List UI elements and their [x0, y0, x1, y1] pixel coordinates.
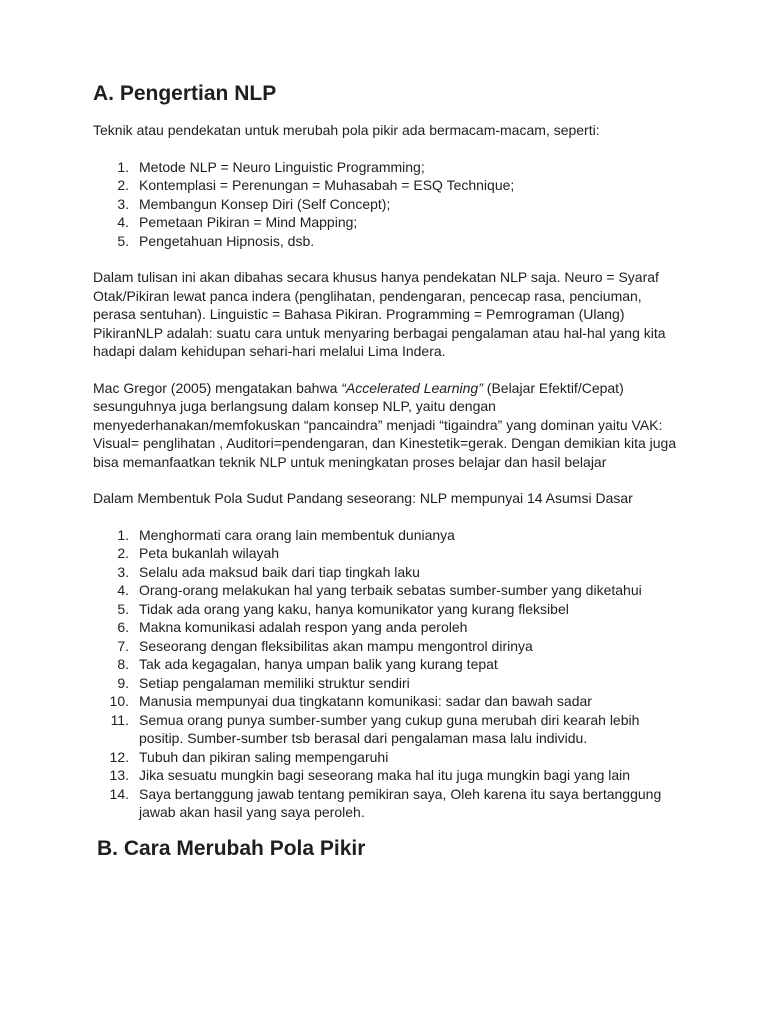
list-number: 6. — [117, 619, 129, 635]
list-number: 13. — [109, 767, 129, 783]
list-item — [93, 544, 683, 563]
mac-gregor-paragraph — [93, 379, 683, 472]
list-number: 1. — [117, 158, 129, 175]
list-item — [93, 618, 683, 637]
list-text: Makna komunikasi adalah respon yang anda peroleh — [139, 619, 468, 635]
intro-paragraph: Teknik atau pendekatan untuk merubah pola pikir ada bermacam-macam, seperti: — [93, 122, 600, 138]
document-page — [93, 82, 683, 860]
nlp-definition-paragraph: Dalam tulisan ini akan dibahas secara khusus hanya pendekatan NLP saja. Neuro = Syaraf Otak/Pikiran lewat panca indera (penglihatan, pendengaran, pencecap rasa, penciuman, perasa sentuhan). Linguistic = Bahasa Pikiran. Programming = Pemrograman (Ulang) PikiranNLP adalah: suatu cara untuk menyaring berbagai pengalaman atau hal-hal yang kita hadapi dalam kehidupan sehari-hari melalui Lima Indera. — [93, 269, 666, 359]
list-text: Pengetahuan Hipnosis, dsb. — [139, 232, 315, 249]
list-text: Orang-orang melakukan hal yang terbaik sebatas sumber-sumber yang diketahui — [139, 582, 642, 598]
list-number: 4. — [117, 214, 129, 230]
list-text: Tak ada kegagalan, hanya umpan balik yang kurang tepat — [139, 656, 498, 672]
list-item — [93, 711, 683, 748]
list-text: Pemetaan Pikiran = Mind Mapping; — [139, 214, 358, 230]
list-text: Setiap pengalaman memiliki struktur sendiri — [139, 674, 410, 691]
list-number: 14. — [109, 785, 129, 802]
list-item — [93, 526, 683, 545]
paragraph-text: (Belajar Efektif/Cepat) sesunguhnya juga berlangsung dalam konsep NLP, yaitu dengan menyederhanakan/memfokuskan “pancaindra” menjadi “tigaindra” yang dominan yaitu VAK: Visual= penglihatan , Auditori=pendengaran, dan Kinestetik=gerak. Dengan demikian kita juga bisa memanfaatkan teknik NLP untuk meningkatan proses belajar dan hasil belajar — [93, 379, 677, 470]
list-number: 10. — [109, 693, 129, 709]
list-item — [93, 600, 683, 619]
list-number: 7. — [117, 637, 129, 654]
list-text: Peta bukanlah wilayah — [139, 545, 280, 561]
list-item — [93, 176, 683, 195]
list-item — [93, 563, 683, 582]
list-number: 2. — [117, 177, 129, 193]
list-item — [93, 674, 683, 693]
list-item — [93, 637, 683, 656]
assumptions-intro-paragraph: Dalam Membentuk Pola Sudut Pandang seseorang: NLP mempunyai 14 Asumsi Dasar — [93, 490, 633, 506]
list-text: Metode NLP = Neuro Linguistic Programming; — [139, 158, 425, 175]
list-item — [93, 655, 683, 674]
list-number: 11. — [110, 711, 129, 728]
list-number: 3. — [117, 195, 129, 212]
list-item — [93, 785, 683, 822]
list-text: Kontemplasi = Perenungan = Muhasabah = ESQ Technique; — [139, 177, 515, 193]
list-text: Manusia mempunyai dua tingkatann komunikasi: sadar dan bawah sadar — [139, 693, 592, 709]
list-item — [93, 581, 683, 600]
list-text: Tidak ada orang yang kaku, hanya komunikator yang kurang fleksibel — [139, 600, 569, 617]
list-number: 2. — [117, 545, 129, 561]
list-text: Selalu ada maksud baik dari tiap tingkah laku — [139, 563, 420, 580]
list-text: Menghormati cara orang lain membentuk dunianya — [139, 526, 455, 543]
section-a-heading: A. Pengertian NLP — [93, 82, 277, 105]
list-item — [93, 232, 683, 251]
list-number: 3. — [117, 563, 129, 580]
list-number: 12. — [109, 748, 129, 765]
section-b-heading: B. Cara Merubah Pola Pikir — [97, 836, 366, 860]
list-text: Membangun Konsep Diri (Self Concept); — [139, 195, 391, 212]
accelerated-learning-term: “Accelerated Learning” — [341, 379, 483, 396]
list-number: 5. — [117, 600, 129, 617]
list-number: 9. — [117, 674, 129, 691]
list-item — [93, 213, 683, 232]
list-number: 1. — [117, 526, 129, 543]
paragraph-text: Mac Gregor (2005) mengatakan bahwa — [93, 379, 342, 396]
list-text: Saya bertanggung jawab tentang pemikiran saya, Oleh karena itu saya bertanggung jawab akan hasil yang saya peroleh. — [139, 785, 662, 820]
list-text: Semua orang punya sumber-sumber yang cukup guna merubah diri kearah lebih positip. Sumber-sumber tsb berasal dari pengalaman masa lalu individu. — [139, 711, 640, 746]
list-number: 8. — [117, 656, 129, 672]
list-number: 5. — [117, 232, 129, 249]
list-item — [93, 195, 683, 214]
list-item — [93, 692, 683, 711]
techniques-list — [93, 158, 683, 251]
assumptions-list — [93, 526, 683, 822]
list-item — [93, 748, 683, 767]
list-number: 4. — [117, 582, 129, 598]
list-text: Seseorang dengan fleksibilitas akan mampu mengontrol dirinya — [139, 637, 533, 654]
list-item — [93, 766, 683, 785]
list-text: Tubuh dan pikiran saling mempengaruhi — [139, 748, 389, 765]
list-text: Jika sesuatu mungkin bagi seseorang maka hal itu juga mungkin bagi yang lain — [139, 767, 631, 783]
list-item — [93, 158, 683, 177]
